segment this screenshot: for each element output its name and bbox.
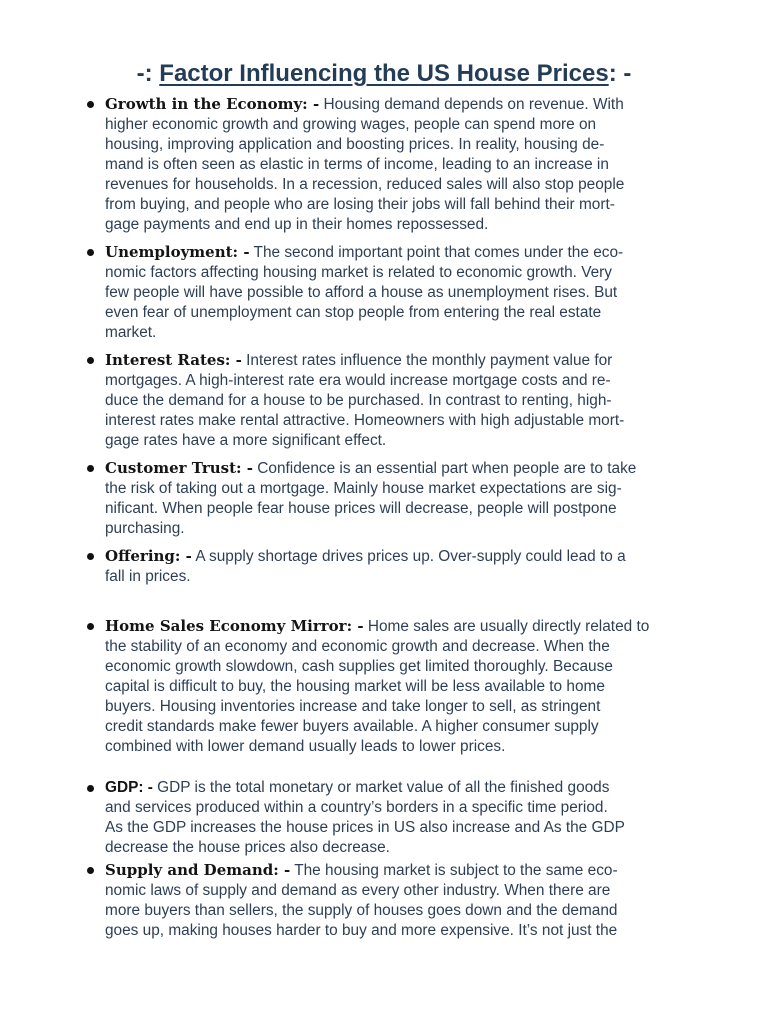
item-line: gage payments and end up in their homes repossessed. (105, 216, 489, 233)
item-line: duce the demand for a house to be purchased. In contrast to renting, high- (105, 392, 612, 409)
item-line (105, 860, 705, 881)
item-line (105, 778, 705, 798)
item-line (105, 94, 705, 115)
item-text: A supply shortage drives prices up. Over-supply could lead to a (195, 548, 626, 565)
item-line: interest rates make rental attractive. Homeowners with high adjustable mort- (105, 412, 625, 429)
item-line: decrease the house prices also decrease. (105, 839, 390, 856)
item-line: the risk of taking out a mortgage. Mainly house market expectations are sig- (105, 480, 622, 497)
item-text: GDP is the total monetary or market value of all the finished goods (157, 779, 610, 796)
item-line: housing, improving application and boosting prices. In reality, housing de- (105, 136, 605, 153)
list-item-unemployment (105, 242, 705, 343)
item-line: goes up, making houses harder to buy and more expensive. It’s not just the (105, 922, 618, 939)
item-line: mortgages. A high-interest rate era would increase mortgage costs and re- (105, 372, 611, 389)
item-line: capital is difficult to buy, the housing market will be less available to home (105, 678, 605, 695)
item-line: market. (105, 324, 157, 341)
item-line (105, 458, 705, 479)
item-line: from buying, and people who are losing their jobs will fall behind their mort- (105, 196, 615, 213)
item-term: GDP: - (105, 779, 153, 796)
title-suffix: : - (608, 60, 632, 87)
item-term: Offering: - (105, 547, 192, 565)
list-item-home-sales (105, 616, 705, 757)
item-term: Unemployment: - (105, 243, 250, 261)
list-item-interest-rates (105, 350, 705, 451)
list-item-offering (105, 546, 705, 587)
item-line: purchasing. (105, 520, 185, 537)
item-line: even fear of unemployment can stop people from entering the real estate (105, 304, 602, 321)
item-line: gage rates have a more significant effect. (105, 432, 387, 449)
item-text: Housing demand depends on revenue. With (323, 96, 624, 113)
item-line: credit standards make fewer buyers available. A higher consumer supply (105, 718, 599, 735)
list-item-customer-trust (105, 458, 705, 539)
item-term: Supply and Demand: - (105, 861, 291, 879)
item-line: mand is often seen as elastic in terms of income, leading to an increase in (105, 156, 609, 173)
item-line: combined with lower demand usually leads to lower prices. (105, 738, 506, 755)
item-text: Interest rates influence the monthly payment value for (246, 352, 613, 369)
item-line (105, 242, 705, 263)
bullet-icon (87, 553, 94, 560)
bullet-icon (87, 623, 94, 630)
bullet-icon (87, 867, 94, 874)
item-line: the stability of an economy and economic growth and decrease. When the (105, 638, 610, 655)
title-prefix: -: (136, 60, 160, 87)
item-text: The second important point that comes under the eco- (253, 244, 624, 261)
item-line (105, 546, 705, 567)
page-title (0, 58, 768, 90)
list-item-supply-demand (105, 860, 705, 941)
item-line: nomic laws of supply and demand as every other industry. When there are (105, 882, 611, 899)
bullet-icon (87, 357, 94, 364)
item-line: As the GDP increases the house prices in US also increase and As the GDP (105, 819, 625, 836)
list-item-gdp (105, 778, 705, 858)
bullet-icon (87, 785, 94, 792)
bullet-icon (87, 101, 94, 108)
item-line: and services produced within a country’s borders in a specific time period. (105, 799, 608, 816)
item-line: higher economic growth and growing wages, people can spend more on (105, 116, 597, 133)
bullet-icon (87, 465, 94, 472)
item-term: Customer Trust: - (105, 459, 254, 477)
item-line: buyers. Housing inventories increase and take longer to sell, as stringent (105, 698, 601, 715)
item-term: Home Sales Economy Mirror: - (105, 617, 364, 635)
item-line: nificant. When people fear house prices will decrease, people will postpone (105, 500, 617, 517)
bullet-icon (87, 249, 94, 256)
list-item-growth (105, 94, 705, 235)
item-line: fall in prices. (105, 568, 191, 585)
item-line (105, 350, 705, 371)
item-line: nomic factors affecting housing market is related to economic growth. Very (105, 264, 612, 281)
item-line (105, 616, 705, 637)
item-line: more buyers than sellers, the supply of houses goes down and the demand (105, 902, 618, 919)
title-main: Factor Influencing the US House Prices (159, 60, 609, 87)
item-term: Growth in the Economy: - (105, 95, 320, 113)
item-line: economic growth slowdown, cash supplies get limited thoroughly. Because (105, 658, 613, 675)
item-text: The housing market is subject to the same eco- (294, 862, 618, 879)
item-line: few people will have possible to afford a house as unemployment rises. But (105, 284, 618, 301)
item-line: revenues for households. In a recession, reduced sales will also stop people (105, 176, 625, 193)
item-text: Home sales are usually directly related to (367, 618, 650, 635)
item-term: Interest Rates: - (105, 351, 242, 369)
item-text: Confidence is an essential part when people are to take (257, 460, 637, 477)
